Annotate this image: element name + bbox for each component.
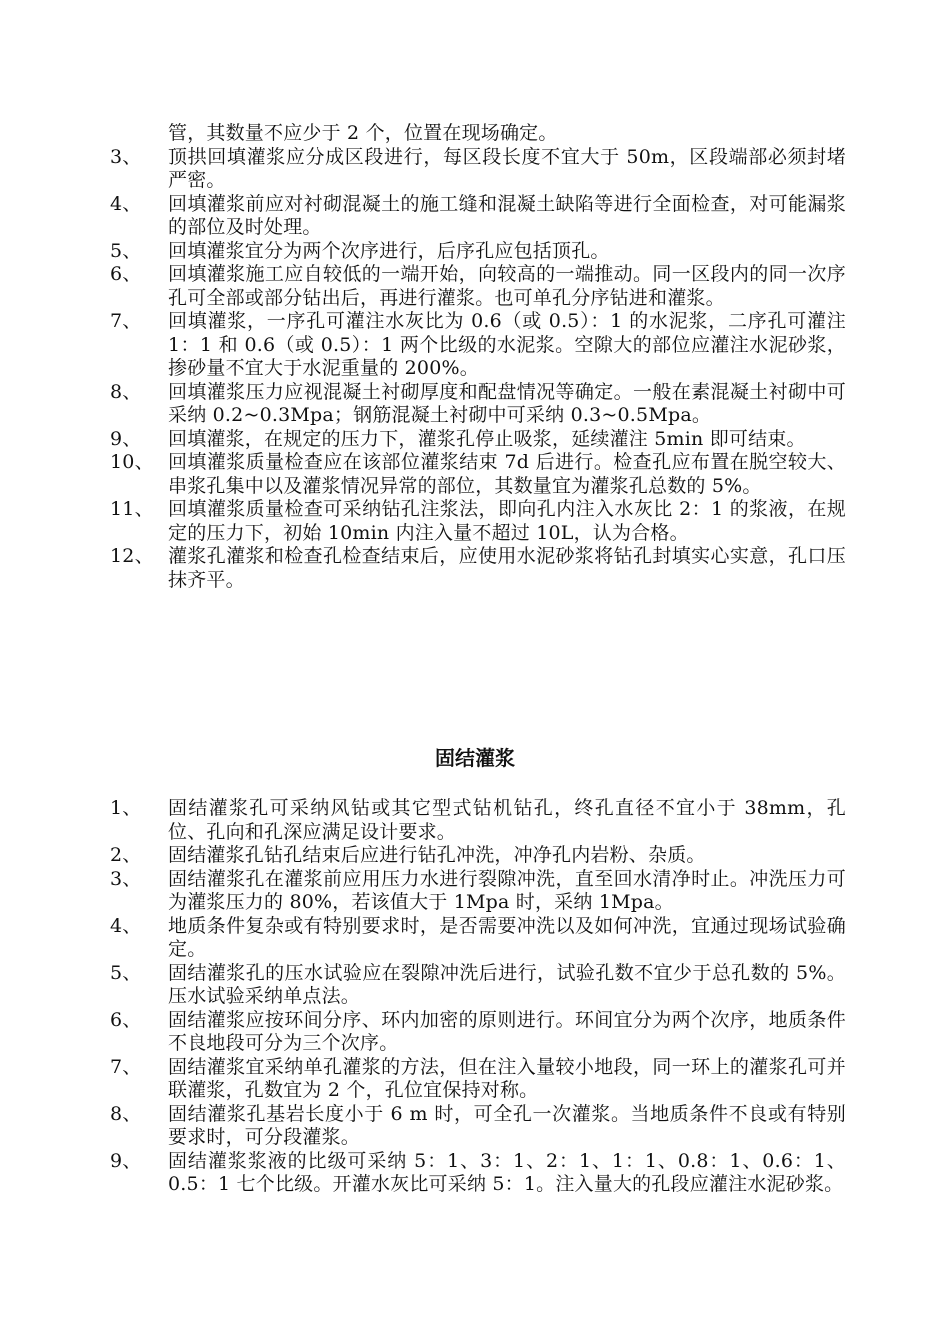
list-item-text: 回填灌浆质量检查应在该部位灌浆结束 7d 后进行。检查孔应布置在脱空较大、串浆孔集中以及灌浆情况异常的部位，其数量宜为灌浆孔总数的 5%。 xyxy=(168,451,846,497)
backfill-grouting-list xyxy=(0,122,950,592)
list-item-number: 6、 xyxy=(110,1008,142,1031)
list-item xyxy=(0,545,846,592)
list-item xyxy=(0,498,846,545)
list-item xyxy=(0,1150,846,1197)
list-item-number: 9、 xyxy=(110,1149,142,1172)
section-heading: 固结灌浆 xyxy=(435,746,515,770)
list-item-text: 地质条件复杂或有特别要求时，是否需要冲洗以及如何冲洗，宜通过现场试验确定。 xyxy=(168,914,846,960)
list-item-number: 1、 xyxy=(110,797,142,819)
list-item-text: 固结灌浆孔可采纳风钻或其它型式钻机钻孔，终孔直径不宜小于 38mm，孔位、孔向和孔深应满足设计要求。 xyxy=(168,797,846,843)
list-item-text: 回填灌浆压力应视混凝土衬砌厚度和配盘情况等确定。一般在素混凝土衬砌中可采纳 0.2~0.3Mpa；钢筋混凝土衬砌中可采纳 0.3~0.5Mpa。 xyxy=(168,380,846,426)
list-item-text: 固结灌浆孔钻孔结束后应进行钻孔冲洗，冲净孔内岩粉、杂质。 xyxy=(168,844,706,866)
list-item-number: 6、 xyxy=(110,263,142,285)
list-item-text: 回填灌浆宜分为两个次序进行，后序孔应包括顶孔。 xyxy=(168,239,610,262)
list-item-number: 9、 xyxy=(110,427,142,450)
consolidation-grouting-list xyxy=(0,797,950,1197)
list-item xyxy=(0,962,846,1009)
list-item-text: 回填灌浆质量检查可采纳钻孔注浆法，即向孔内注入水灰比 2：1 的浆液，在规定的压力下，初始 10min 内注入量不超过 10L，认为合格。 xyxy=(168,498,846,544)
list-item-number: 2、 xyxy=(110,844,142,866)
list-item xyxy=(0,844,846,868)
list-item-text: 固结灌浆孔的压水试验应在裂隙冲洗后进行，试验孔数不宜少于总孔数的 5%。压水试验采纳单点法。 xyxy=(168,961,846,1007)
list-item-number: 5、 xyxy=(110,961,142,984)
list-item xyxy=(0,240,846,264)
list-item xyxy=(0,381,846,428)
list-item-text: 回填灌浆施工应自较低的一端开始，向较高的一端推动。同一区段内的同一次序孔可全部或部分钻出后，再进行灌浆。也可单孔分序钻进和灌浆。 xyxy=(168,263,846,309)
list-item xyxy=(0,193,846,240)
list-item-text: 固结灌浆孔在灌浆前应用压力水进行裂隙冲洗，直至回水清净时止。冲洗压力可为灌浆压力的 80%，若该值大于 1Mpa 时，采纳 1Mpa。 xyxy=(168,867,846,913)
list-item-text: 顶拱回填灌浆应分成区段进行，每区段长度不宜大于 50m，区段端部必须封堵严密。 xyxy=(168,145,846,191)
list-item-number: 11、 xyxy=(110,498,154,520)
list-item-number: 4、 xyxy=(110,914,142,937)
list-item xyxy=(0,451,846,498)
list-item-number: 4、 xyxy=(110,192,142,215)
list-item xyxy=(0,146,846,193)
list-item-text: 固结灌浆宜采纳单孔灌浆的方法，但在注入量较小地段，同一环上的灌浆孔可并联灌浆，孔数宜为 2 个，孔位宜保持对称。 xyxy=(168,1055,846,1101)
list-item-number: 8、 xyxy=(110,1102,142,1125)
list-item-text: 管，其数量不应少于 2 个，位置在现场确定。 xyxy=(168,122,558,144)
list-item-number: 3、 xyxy=(110,867,142,890)
list-item-text: 固结灌浆浆液的比级可采纳 5：1、3：1、2：1、1：1、0.8：1、0.6：1、0.5：1 七个比级。开灌水灰比可采纳 5：1。注入量大的孔段应灌注水泥砂浆。 xyxy=(168,1149,846,1195)
list-item xyxy=(0,1103,846,1150)
list-item xyxy=(0,1056,846,1103)
list-item-text: 回填灌浆，一序孔可灌注水灰比为 0.6（或 0.5）：1 的水泥浆，二序孔可灌注 1：1 和 0.6（或 0.5）：1 两个比级的水泥浆。空隙大的部位应灌注水泥砂浆，掺砂量不宜大于水泥重量的 200%。 xyxy=(168,310,846,379)
list-item-number: 5、 xyxy=(110,239,142,262)
list-item xyxy=(0,263,846,310)
list-item-text: 固结灌浆应按环间分序、环内加密的原则进行。环间宜分为两个次序，地质条件不良地段可分为三个次序。 xyxy=(168,1008,846,1054)
list-item-text: 回填灌浆前应对衬砌混凝土的施工缝和混凝土缺陷等进行全面检查，对可能漏浆的部位及时处理。 xyxy=(168,192,846,238)
list-item-text: 回填灌浆，在规定的压力下，灌浆孔停止吸浆，延续灌注 5min 即可结束。 xyxy=(168,427,806,450)
list-item xyxy=(0,1009,846,1056)
list-item-number: 8、 xyxy=(110,380,142,403)
list-item-text: 灌浆孔灌浆和检查孔检查结束后，应使用水泥砂浆将钻孔封填实心实意，孔口压抹齐平。 xyxy=(168,545,846,591)
list-item-number: 7、 xyxy=(110,310,142,332)
list-item-number: 3、 xyxy=(110,145,142,168)
list-item xyxy=(0,310,846,381)
list-item xyxy=(0,868,846,915)
list-item xyxy=(0,915,846,962)
list-item-continuation xyxy=(0,122,846,146)
list-item xyxy=(0,797,846,844)
list-item xyxy=(0,428,846,452)
list-item-number: 12、 xyxy=(110,545,154,567)
list-item-number: 7、 xyxy=(110,1055,142,1078)
list-item-number: 10、 xyxy=(110,451,154,473)
list-item-text: 固结灌浆孔基岩长度小于 6 m 时，可全孔一次灌浆。当地质条件不良或有特别要求时，可分段灌浆。 xyxy=(168,1102,846,1148)
